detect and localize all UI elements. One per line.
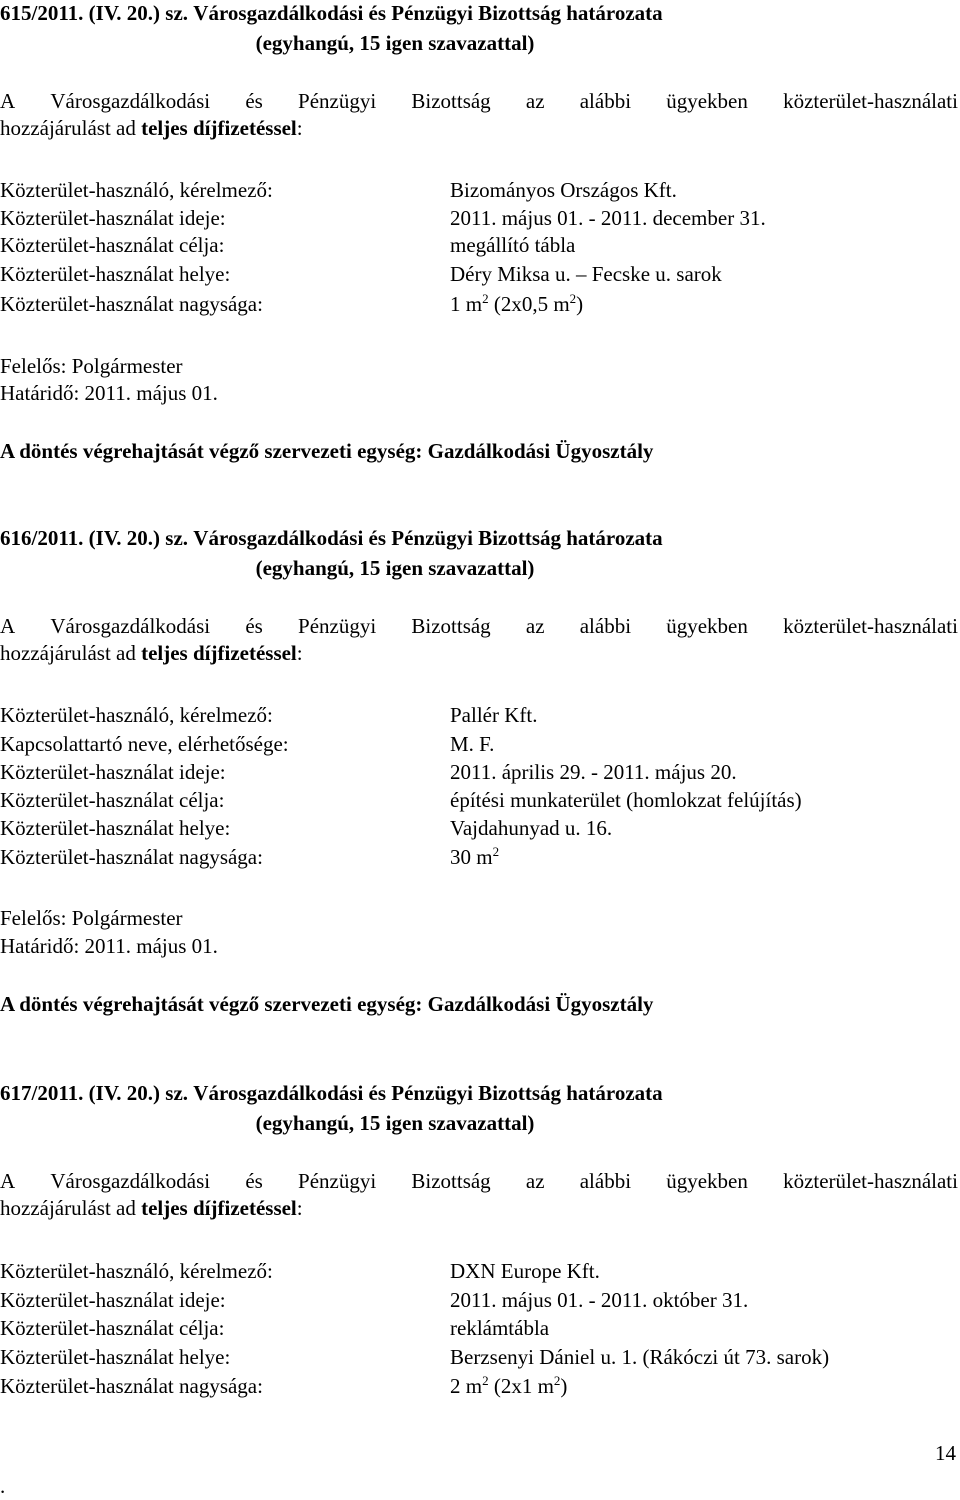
field-label: Közterület-használat helye: [0, 262, 231, 286]
executor-line: A döntés végrehajtását végző szervezeti egység: Gazdálkodási Ügyosztály [0, 992, 654, 1016]
field-value: 2011. május 01. - 2011. december 31. [450, 206, 766, 230]
field-row [0, 787, 960, 814]
intro-line-1: A Városgazdálkodási és Pénzügyi Bizottság az alábbi ügyekben közterület-használati [0, 1169, 958, 1193]
executor-line: A döntés végrehajtását végző szervezeti egység: Gazdálkodási Ügyosztály [0, 439, 654, 463]
field-label: Közterület-használat helye: [0, 816, 231, 840]
field-label: Közterület-használat célja: [0, 1316, 225, 1340]
field-label: Közterület-használat helye: [0, 1345, 231, 1369]
vote-line: (egyhangú, 15 igen szavazattal) [255, 31, 535, 55]
field-value: megállító tábla [450, 233, 576, 257]
field-row [0, 815, 960, 842]
committee-title: Városgazdálkodási és Pénzügyi Bizottság határozata [193, 1081, 663, 1105]
committee-title: Városgazdálkodási és Pénzügyi Bizottság határozata [193, 1, 663, 25]
deadline-line: Határidő: 2011. május 01. [0, 934, 218, 958]
field-value: Vajdahunyad u. 16. [450, 816, 613, 840]
field-label: Közterület-használat nagysága: [0, 1374, 263, 1398]
resolution-number: 616/2011. (IV. 20.) sz. [0, 526, 189, 550]
field-row [0, 702, 960, 729]
vote-line: (egyhangú, 15 igen szavazattal) [255, 556, 535, 580]
field-label: Közterület-használat nagysága: [0, 845, 263, 869]
field-row [0, 844, 960, 871]
field-label: Közterület-használó, kérelmező: [0, 178, 273, 202]
resolution-heading [0, 525, 960, 552]
field-label: Közterület-használat célja: [0, 233, 225, 257]
field-row [0, 232, 960, 259]
intro-line-1: A Városgazdálkodási és Pénzügyi Bizottság az alábbi ügyekben közterület-használati [0, 89, 958, 113]
resolution-heading [0, 1080, 960, 1107]
field-value: Pallér Kft. [450, 703, 538, 727]
responsible-line: Felelős: Polgármester [0, 906, 183, 930]
field-label: Közterület-használat ideje: [0, 206, 226, 230]
vote-line: (egyhangú, 15 igen szavazattal) [255, 1111, 535, 1135]
committee-title: Városgazdálkodási és Pénzügyi Bizottság határozata [193, 526, 663, 550]
field-row [0, 731, 960, 758]
field-row [0, 1344, 960, 1371]
field-value: 2011. április 29. - 2011. május 20. [450, 760, 737, 784]
field-value: M. F. [450, 732, 495, 756]
field-value: Bizományos Országos Kft. [450, 178, 677, 202]
field-label: Közterület-használat nagysága: [0, 292, 263, 316]
page-number: 14 [935, 1441, 956, 1465]
field-value: építési munkaterület (homlokzat felújítás) [450, 788, 802, 812]
intro-line-1: A Városgazdálkodási és Pénzügyi Bizottság az alábbi ügyekben közterület-használati [0, 614, 958, 638]
field-label: Közterület-használat célja: [0, 788, 225, 812]
resolution-heading [0, 0, 960, 27]
deadline-line: Határidő: 2011. május 01. [0, 381, 218, 405]
field-row [0, 261, 960, 288]
field-value: Berzsenyi Dániel u. 1. (Rákóczi út 73. sarok) [450, 1345, 830, 1369]
resolution-number: 617/2011. (IV. 20.) sz. [0, 1081, 189, 1105]
field-label: Közterület-használat ideje: [0, 760, 226, 784]
intro-line-2: hozzájárulást ad teljes díjfizetéssel: [0, 1196, 303, 1220]
field-row [0, 1287, 960, 1314]
field-row [0, 205, 960, 232]
responsible-line: Felelős: Polgármester [0, 354, 183, 378]
field-value: 2 $m^2$ (2x1 $m^2$) [450, 1373, 568, 1398]
footer-mark: . [0, 1474, 6, 1498]
field-label: Közterület-használat ideje: [0, 1288, 226, 1312]
resolution-number: 615/2011. (IV. 20.) sz. [0, 1, 189, 25]
field-row [0, 1315, 960, 1342]
field-value: Déry Miksa u. – Fecske u. sarok [450, 262, 722, 286]
field-value: 1 $m^2$ (2x0,5 $m^2$) [450, 291, 584, 316]
field-value: 30 $m^2$ [450, 844, 500, 869]
field-value: reklámtábla [450, 1316, 550, 1340]
intro-line-2: hozzájárulást ad teljes díjfizetéssel: [0, 641, 303, 665]
field-row [0, 177, 960, 204]
field-row [0, 1258, 960, 1285]
field-label: Kapcsolattartó neve, elérhetősége: [0, 732, 289, 756]
field-label: Közterület-használó, kérelmező: [0, 1259, 273, 1283]
field-row [0, 291, 960, 318]
field-row [0, 1373, 960, 1400]
field-value: DXN Europe Kft. [450, 1259, 600, 1283]
field-label: Közterület-használó, kérelmező: [0, 703, 273, 727]
field-row [0, 759, 960, 786]
field-value: 2011. május 01. - 2011. október 31. [450, 1288, 749, 1312]
intro-line-2: hozzájárulást ad teljes díjfizetéssel: [0, 116, 303, 140]
